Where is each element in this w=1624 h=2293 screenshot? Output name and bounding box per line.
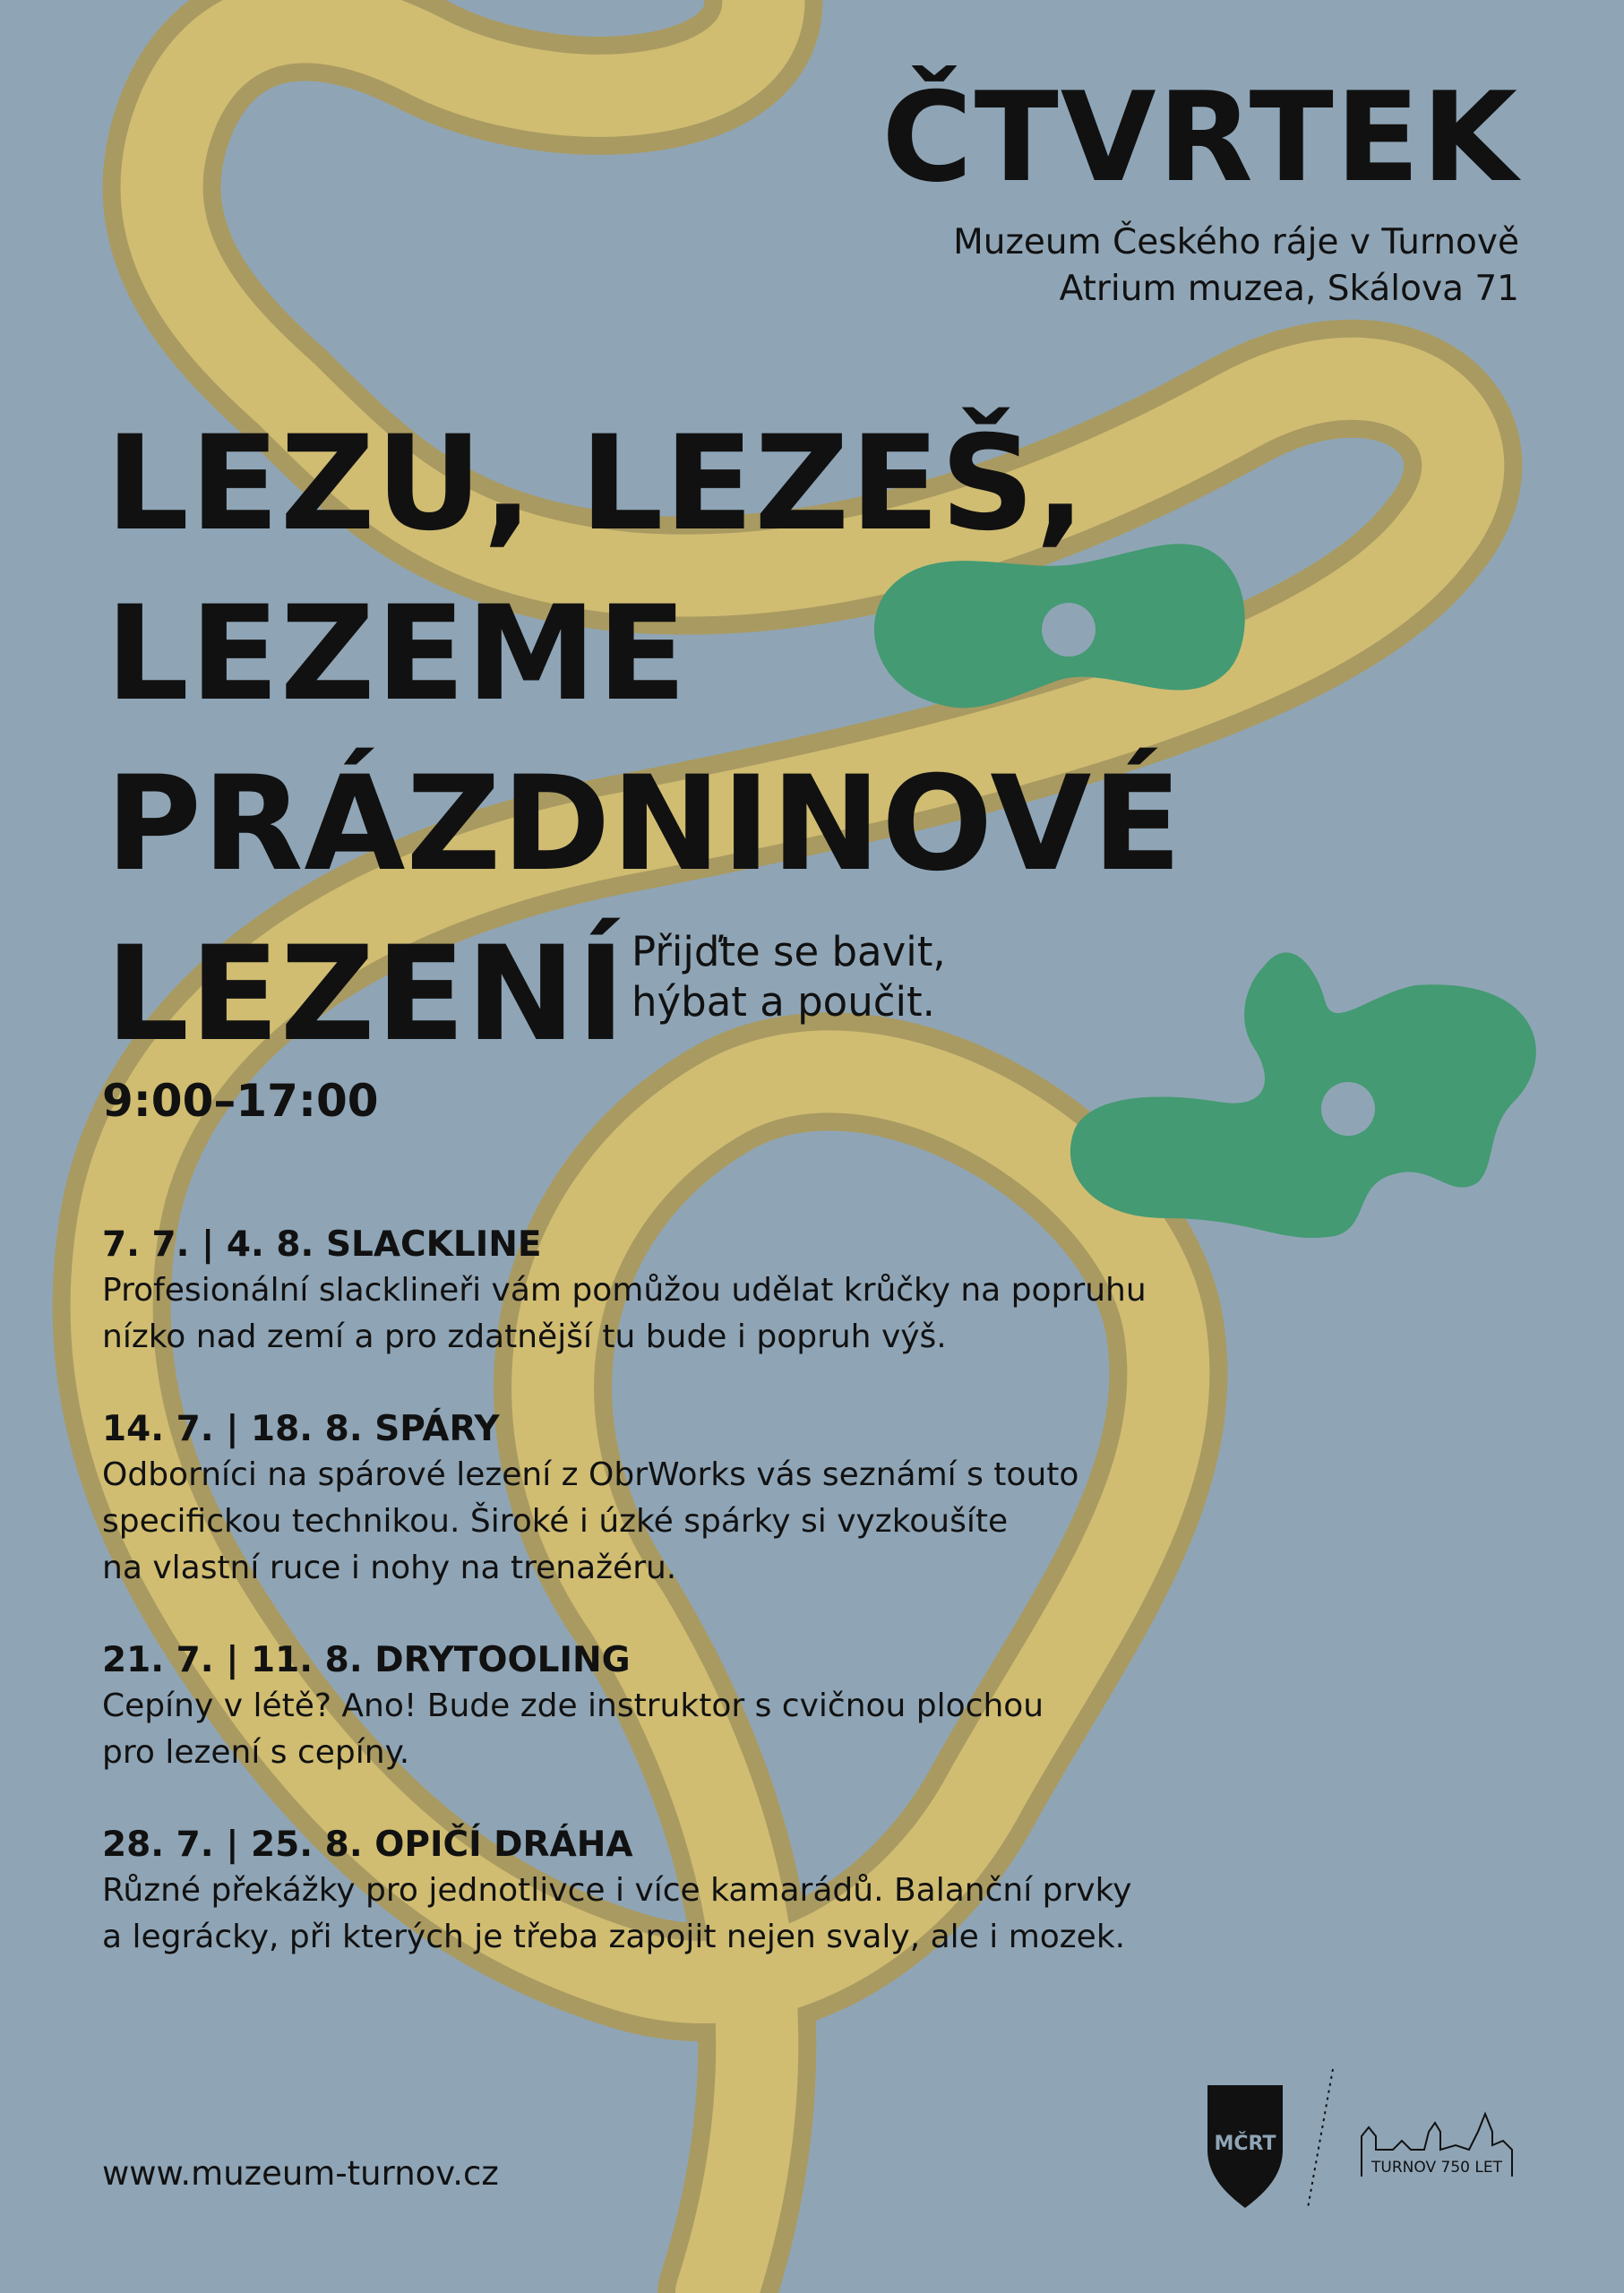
event-item	[102, 1823, 1311, 1961]
event-heading: 21. 7. | 11. 8. DRYTOOLING	[102, 1640, 631, 1680]
opening-hours: 9:00–17:00	[102, 1075, 379, 1127]
event-description	[102, 1267, 1311, 1361]
event-line: Profesionální slacklineři vám pomůžou udělat krůčky na popruhu	[102, 1272, 1147, 1309]
venue-address: Atrium muzea, Skálova 71	[1059, 269, 1519, 309]
day-heading: ČTVRTEK	[881, 65, 1519, 210]
website-link[interactable]: www.muzeum-turnov.cz	[102, 2154, 499, 2193]
title-line: PRÁZDNINOVÉ	[106, 748, 1183, 900]
event-line: na vlastní ruce i nohy na trenažéru.	[102, 1550, 677, 1586]
tagline	[632, 927, 946, 1027]
event-line: Cepíny v létě? Ano! Bude zde instruktor s cvičnou plochou	[102, 1688, 1044, 1724]
title-line: LEZEME	[106, 578, 688, 730]
event-line: Různé překážky pro jednotlivce i více kamarádů. Balanční prvky	[102, 1872, 1132, 1909]
event-description	[102, 1452, 1311, 1592]
event-heading: 14. 7. | 18. 8. SPÁRY	[102, 1409, 500, 1449]
title-line: LEZENÍ	[106, 918, 626, 1070]
venue-info	[953, 219, 1519, 313]
event-item	[102, 1407, 1311, 1592]
event-line: a legrácky, při kterých je třeba zapojit nejen svaly, ale i mozek.	[102, 1919, 1126, 1955]
event-line: pro lezení s cepíny.	[102, 1734, 410, 1771]
footer-logos	[1200, 2060, 1523, 2212]
event-heading: 7. 7. | 4. 8. SLACKLINE	[102, 1224, 542, 1265]
tagline-line: Přijďte se bavit,	[632, 928, 946, 975]
turnov-skyline-logo-icon	[1362, 2114, 1512, 2177]
event-line: specifickou technikou. Široké i úzké spárky si vyzkoušíte	[102, 1503, 1009, 1540]
event-item	[102, 1638, 1311, 1776]
event-heading: 28. 7. | 25. 8. OPIČÍ DRÁHA	[102, 1825, 633, 1865]
event-line: nízko nad zemí a pro zdatnější tu bude i popruh výš.	[102, 1318, 947, 1355]
event-description	[102, 1868, 1311, 1961]
event-description	[102, 1683, 1311, 1776]
museum-logo-text: MČRT	[1214, 2133, 1276, 2155]
logo-divider	[1308, 2069, 1333, 2208]
event-item	[102, 1223, 1311, 1361]
tagline-line: hýbat a poučit.	[632, 978, 935, 1026]
title-line: LEZU, LEZEŠ,	[106, 408, 1087, 560]
turnov-logo-text: TURNOV 750 LET	[1371, 2159, 1502, 2177]
venue-name: Muzeum Českého ráje v Turnově	[953, 222, 1519, 262]
event-list	[102, 1223, 1311, 2007]
museum-shield-logo-icon	[1207, 2085, 1283, 2208]
event-line: Odborníci na spárové lezení z ObrWorks vás seznámí s touto	[102, 1456, 1079, 1493]
